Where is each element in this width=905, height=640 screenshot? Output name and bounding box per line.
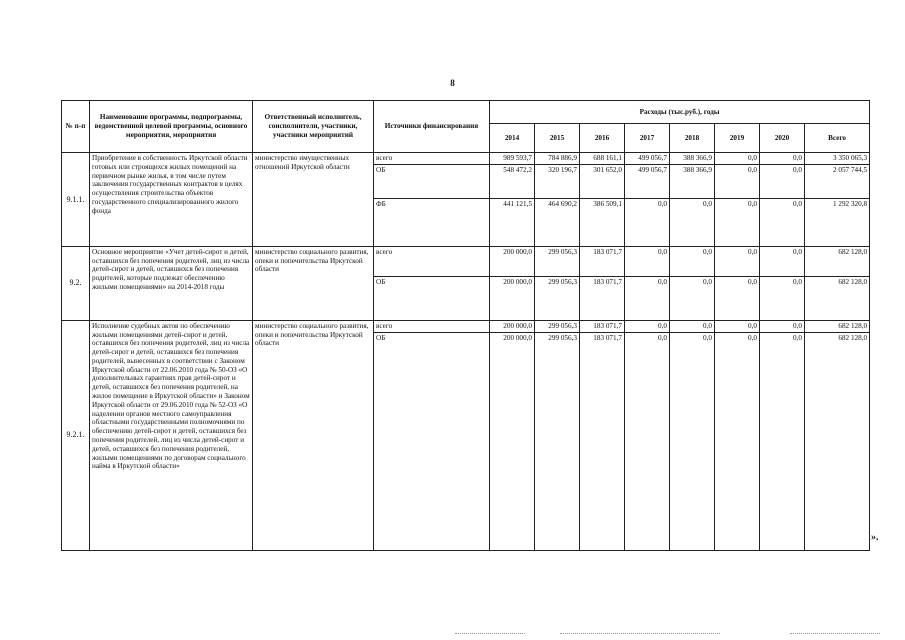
row-code: 9.1.1. (62, 153, 90, 247)
value-cell: 299 056,3 (535, 332, 580, 550)
header-name: Наименование программы, подпрограммы, ведомственной целевой программы, основного мероприятия, мероприятия (90, 101, 253, 153)
scan-artifact-line (455, 633, 525, 634)
value-cell: 388 366,9 (670, 153, 715, 165)
header-year: 2017 (625, 124, 670, 153)
value-cell: 784 886,9 (535, 153, 580, 165)
row-source: ФБ (374, 198, 490, 246)
value-cell: 200 000,0 (490, 246, 535, 276)
header-year: 2018 (670, 124, 715, 153)
value-cell: 183 071,7 (580, 246, 625, 276)
value-cell: 548 472,2 (490, 164, 535, 198)
scan-artifact-line (560, 633, 720, 634)
header-year: 2016 (580, 124, 625, 153)
value-cell: 499 056,7 (625, 153, 670, 165)
value-cell: 0,0 (670, 276, 715, 320)
row-name: Основное мероприятие «Учет детей-сирот и детей, оставшихся без попечения родителей, лиц из числа детей-сирот и детей, оставшихся без попечения родителей, которые подлежат обеспечению жилыми помещениями» на 2014-2018 годы (90, 246, 253, 320)
value-cell: 0,0 (760, 153, 805, 165)
value-cell: 688 161,1 (580, 153, 625, 165)
row-source: ОБ (374, 164, 490, 198)
value-cell: 682 128,0 (805, 246, 870, 276)
header-executor: Ответственный исполнитель, соисполнители, участники, участники мероприятий (253, 101, 374, 153)
header-year: 2020 (760, 124, 805, 153)
value-cell: 0,0 (625, 276, 670, 320)
value-cell: 0,0 (715, 332, 760, 550)
header-year: 2014 (490, 124, 535, 153)
row-code: 9.2.1. (62, 320, 90, 550)
row-executor: министерство имущественных отношений Иркутской области (253, 153, 374, 247)
value-cell: 0,0 (715, 153, 760, 165)
value-cell: 682 128,0 (805, 320, 870, 332)
row-name: Исполнение судебных актов по обеспечению жилыми помещениями детей-сирот и детей, оставшихся без попечения родителей, лиц из числа детей-сирот и детей, оставшихся без попечения родителей, вынесенных в соответствии с Законом Иркутской области от 22.06.2010 года № 50-ОЗ «О дополнительных гарантиях прав детей-сирот и детей, оставшихся без попечения родителей, на жилое помещение в Иркутской области» и Законом Иркутской области от 29.06.2010 года № 52-ОЗ «О наделении органов местного самоуправления областными государственными полномочиями по обеспечению детей-сирот и детей, оставшихся без попечения родителей, лиц из числа детей-сирот и детей, оставшихся без попечения родителей, жилыми помещениями по договорам социального найма в Иркутской области» (90, 320, 253, 550)
value-cell: 0,0 (715, 164, 760, 198)
value-cell: 0,0 (625, 332, 670, 550)
value-cell: 0,0 (625, 320, 670, 332)
value-cell: 200 000,0 (490, 276, 535, 320)
value-cell: 0,0 (670, 332, 715, 550)
value-cell: 299 056,3 (535, 276, 580, 320)
value-cell: 200 000,0 (490, 332, 535, 550)
value-cell: 183 071,7 (580, 276, 625, 320)
value-cell: 183 071,7 (580, 320, 625, 332)
row-source: всего (374, 246, 490, 276)
value-cell: 0,0 (715, 246, 760, 276)
value-cell: 0,0 (715, 320, 760, 332)
header-total: Всего (805, 124, 870, 153)
value-cell: 299 056,3 (535, 320, 580, 332)
value-cell: 464 690,2 (535, 198, 580, 246)
value-cell: 301 652,0 (580, 164, 625, 198)
value-cell: 682 128,0 (805, 276, 870, 320)
value-cell: 682 128,0 (805, 332, 870, 550)
row-name: Приобретение в собственность Иркутской области готовых или строящихся жилых помещений на первичном рынке жилья, в том числе путем заключения государственных контрактов в целях осуществления строительства объектов государственного специализированного жилого фонда (90, 153, 253, 247)
value-cell: 0,0 (715, 276, 760, 320)
value-cell: 499 056,7 (625, 164, 670, 198)
header-year: 2015 (535, 124, 580, 153)
row-executor: министерство социального развития, опеки и попечительства Иркутской области (253, 320, 374, 550)
value-cell: 3 350 065,3 (805, 153, 870, 165)
value-cell: 0,0 (760, 276, 805, 320)
row-source: всего (374, 320, 490, 332)
value-cell: 1 292 320,8 (805, 198, 870, 246)
row-code: 9.2. (62, 246, 90, 320)
value-cell: 299 056,3 (535, 246, 580, 276)
value-cell: 0,0 (715, 198, 760, 246)
value-cell: 0,0 (760, 164, 805, 198)
value-cell: 0,0 (670, 320, 715, 332)
value-cell: 0,0 (760, 246, 805, 276)
table-row (62, 246, 870, 276)
budget-table (61, 100, 870, 551)
value-cell: 0,0 (760, 198, 805, 246)
value-cell: 183 071,7 (580, 332, 625, 550)
header-expenses: Расходы (тыс.руб.), годы (490, 101, 870, 124)
closing-quote-mark: ». (871, 532, 879, 543)
row-executor: министерство социального развития, опеки и попечительства Иркутской области (253, 246, 374, 320)
row-source: ОБ (374, 332, 490, 550)
value-cell: 0,0 (670, 246, 715, 276)
value-cell: 441 121,5 (490, 198, 535, 246)
header-source: Источники финансирования (374, 101, 490, 153)
header-num: № п-п (62, 101, 90, 153)
value-cell: 200 000,0 (490, 320, 535, 332)
header-year: 2019 (715, 124, 760, 153)
table-row (62, 153, 870, 165)
row-source: ОБ (374, 276, 490, 320)
value-cell: 386 509,1 (580, 198, 625, 246)
row-source: всего (374, 153, 490, 165)
value-cell: 0,0 (625, 246, 670, 276)
value-cell: 0,0 (760, 332, 805, 550)
value-cell: 2 057 744,5 (805, 164, 870, 198)
value-cell: 0,0 (760, 320, 805, 332)
value-cell: 388 366,9 (670, 164, 715, 198)
value-cell: 989 593,7 (490, 153, 535, 165)
value-cell: 320 196,7 (535, 164, 580, 198)
scan-artifact-line (790, 633, 880, 634)
value-cell: 0,0 (625, 198, 670, 246)
value-cell: 0,0 (670, 198, 715, 246)
page-number: 8 (450, 78, 455, 88)
table-row (62, 320, 870, 332)
